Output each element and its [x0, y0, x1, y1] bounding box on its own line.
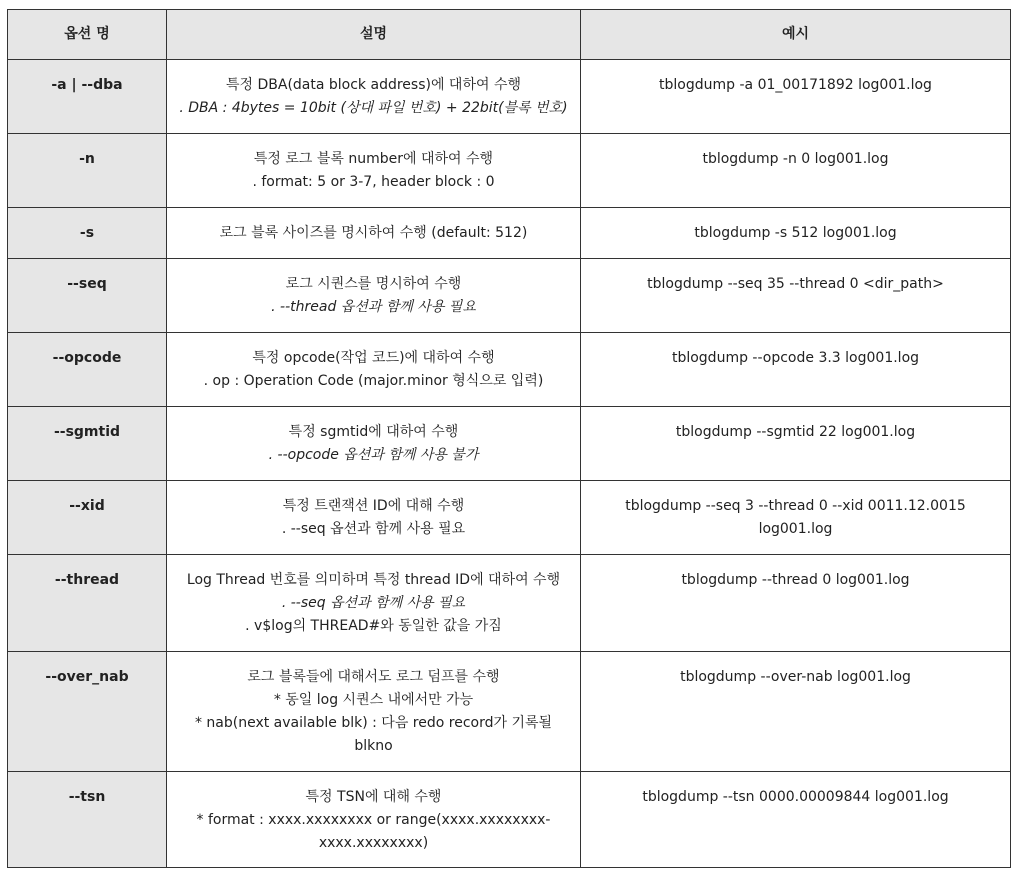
description-line: 특정 트랜잭션 ID에 대해 수행 [282, 498, 465, 514]
table-row [8, 555, 1011, 652]
table-row [8, 652, 1011, 772]
option-description [167, 652, 581, 772]
option-example [581, 259, 1011, 333]
option-name: --opcode [8, 333, 167, 407]
header-description: 설명 [167, 10, 581, 60]
description-line: 특정 TSN에 대해 수행 [305, 789, 442, 805]
description-line: . --opcode 옵션과 함께 사용 불가 [268, 447, 479, 463]
option-description [167, 134, 581, 208]
description-line: . --thread 옵션과 함께 사용 필요 [271, 299, 476, 315]
example-line: tblogdump --opcode 3.3 log001.log [671, 350, 920, 366]
table-row [8, 407, 1011, 481]
description-line: * nab(next available blk) : 다음 redo record가 기록될 [194, 715, 553, 731]
option-example [581, 208, 1011, 259]
table-row [8, 60, 1011, 134]
option-name: --thread [8, 555, 167, 652]
example-line: tblogdump --tsn 0000.00009844 log001.log [642, 789, 949, 805]
table-row [8, 208, 1011, 259]
option-example [581, 333, 1011, 407]
option-description [167, 208, 581, 259]
header-example: 예시 [581, 10, 1011, 60]
description-line: . --seq 옵션과 함께 사용 필요 [281, 521, 466, 537]
option-example [581, 481, 1011, 555]
table-row [8, 333, 1011, 407]
description-line: 특정 DBA(data block address)에 대하여 수행 [225, 77, 521, 93]
table-row [8, 259, 1011, 333]
option-description [167, 407, 581, 481]
description-line: 특정 로그 블록 number에 대하여 수행 [253, 151, 494, 167]
header-option: 옵션 명 [8, 10, 167, 60]
option-description [167, 259, 581, 333]
description-line: 특정 opcode(작업 코드)에 대하여 수행 [252, 350, 495, 366]
option-description [167, 60, 581, 134]
example-line: tblogdump --seq 3 --thread 0 --xid 0011.12.0015 [625, 498, 966, 514]
description-line: xxxx.xxxxxxxx) [318, 835, 429, 851]
option-example [581, 134, 1011, 208]
example-line: tblogdump --over-nab log001.log [680, 669, 911, 685]
option-name: -a | --dba [8, 60, 167, 134]
option-example [581, 772, 1011, 868]
description-line: * 동일 log 시퀀스 내에서만 가능 [273, 692, 474, 708]
example-line: tblogdump --thread 0 log001.log [681, 572, 910, 588]
description-line: * format : xxxx.xxxxxxxx or range(xxxx.xxxxxxxx- [196, 812, 551, 828]
option-name: --xid [8, 481, 167, 555]
description-line: . op : Operation Code (major.minor 형식으로 입력) [203, 373, 544, 389]
table-row [8, 134, 1011, 208]
option-example [581, 555, 1011, 652]
option-name: --seq [8, 259, 167, 333]
option-description [167, 772, 581, 868]
description-line: 로그 시퀀스를 명시하여 수행 [285, 276, 462, 292]
option-description [167, 481, 581, 555]
option-example [581, 652, 1011, 772]
description-line: 로그 블록 사이즈를 명시하여 수행 (default: 512) [219, 225, 528, 241]
example-line: tblogdump -n 0 log001.log [702, 151, 889, 167]
description-line: blkno [354, 738, 393, 754]
description-line: . format: 5 or 3-7, header block : 0 [252, 174, 495, 190]
description-line: 로그 블록들에 대해서도 로그 덤프를 수행 [247, 669, 500, 685]
example-line: tblogdump --seq 35 --thread 0 <dir_path> [647, 276, 944, 292]
options-table [7, 9, 1011, 868]
description-line: . DBA : 4bytes = 10bit (상대 파일 번호) + 22bit(블록 번호) [179, 100, 568, 116]
description-line: . --seq 옵션과 함께 사용 필요 [281, 595, 466, 611]
table-row [8, 772, 1011, 868]
example-line: tblogdump --sgmtid 22 log001.log [675, 424, 916, 440]
option-name: -s [8, 208, 167, 259]
header-row [8, 10, 1011, 60]
example-line: tblogdump -a 01_00171892 log001.log [659, 77, 932, 93]
option-name: -n [8, 134, 167, 208]
description-line: 특정 sgmtid에 대하여 수행 [288, 424, 459, 440]
option-name: --tsn [8, 772, 167, 868]
example-line: log001.log [758, 521, 833, 537]
option-example [581, 407, 1011, 481]
description-line: . v$log의 THREAD#와 동일한 값을 가짐 [245, 618, 502, 634]
example-line: tblogdump -s 512 log001.log [694, 225, 897, 241]
table-row [8, 481, 1011, 555]
option-description [167, 333, 581, 407]
description-line: Log Thread 번호를 의미하며 특정 thread ID에 대하여 수행 [186, 572, 561, 588]
option-description [167, 555, 581, 652]
option-name: --over_nab [8, 652, 167, 772]
option-example [581, 60, 1011, 134]
option-name: --sgmtid [8, 407, 167, 481]
